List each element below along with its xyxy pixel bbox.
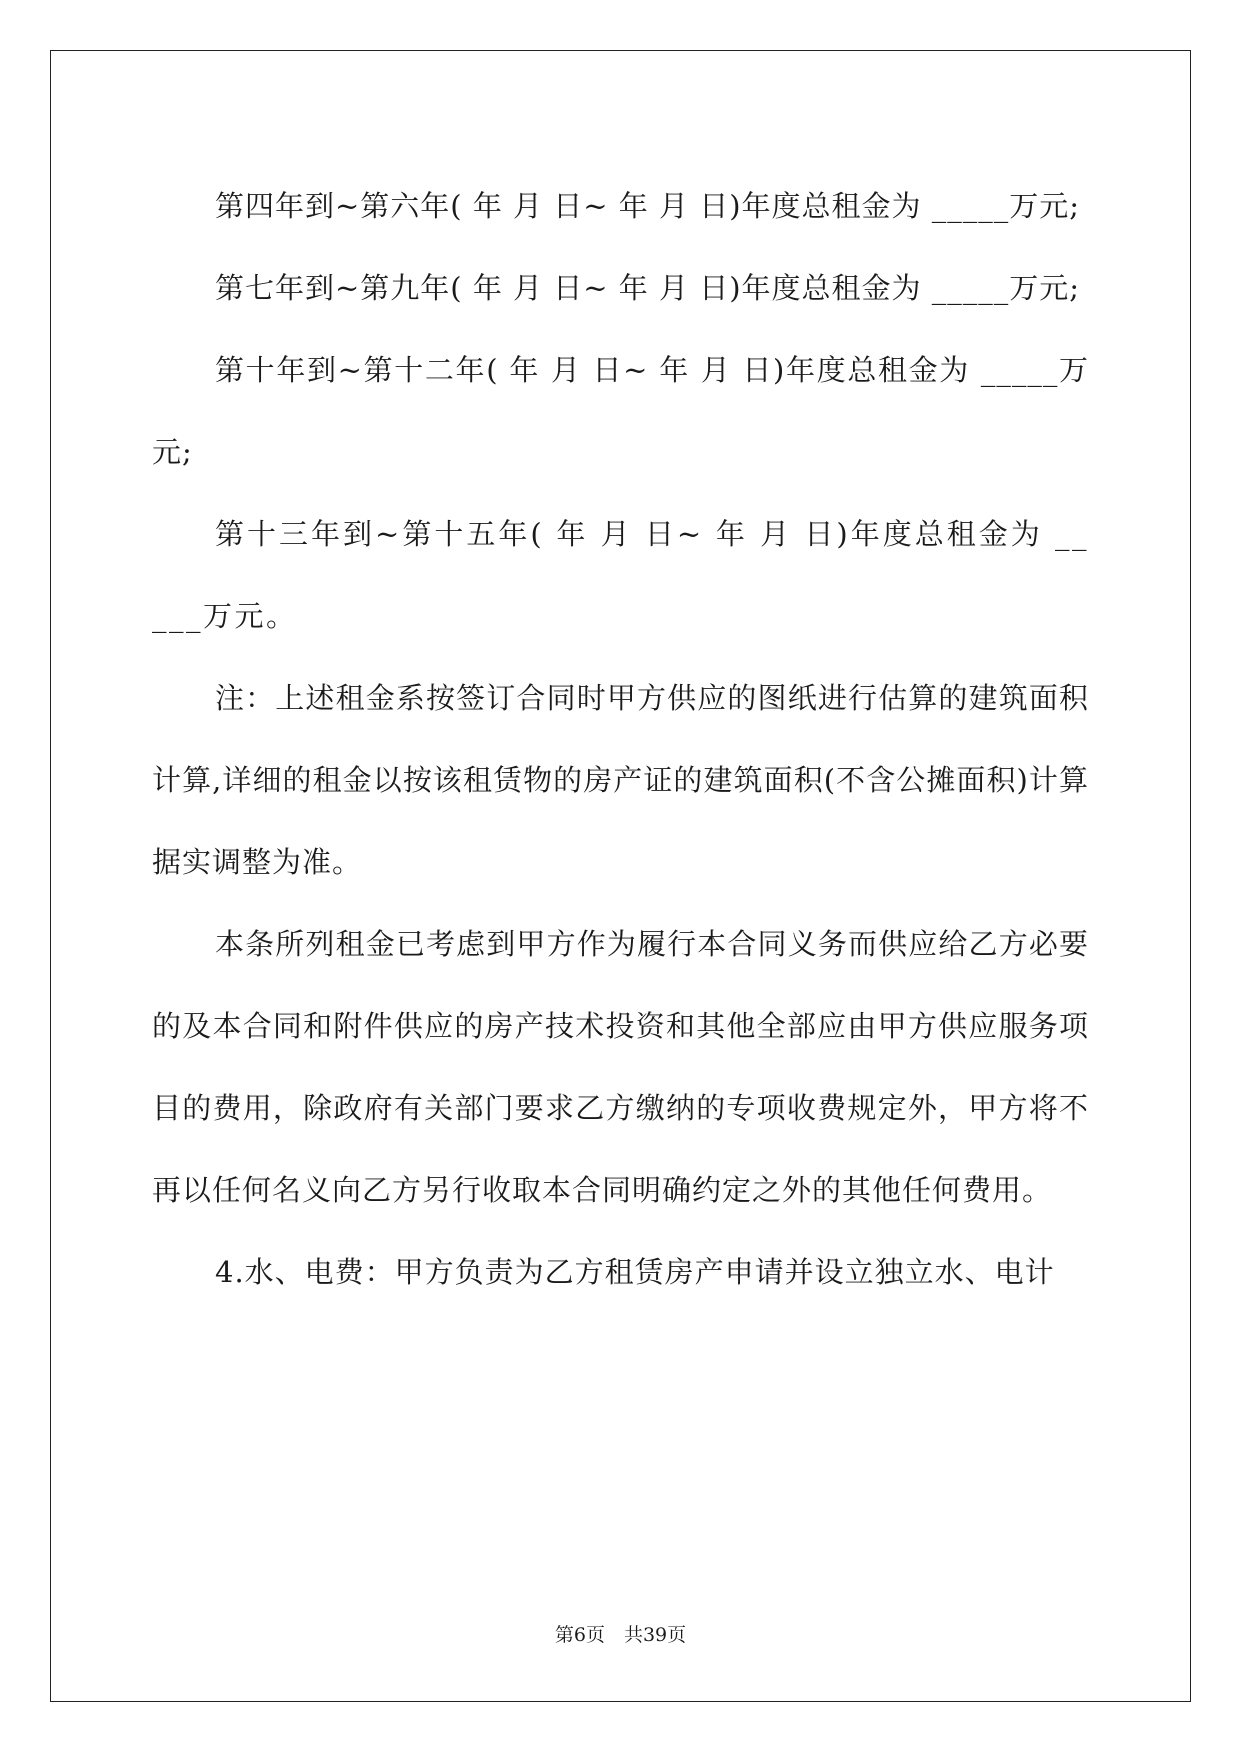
paragraph-utilities: 4.水、电费：甲方负责为乙方租赁房产申请并设立独立水、电计 — [215, 1255, 1055, 1289]
document-body — [152, 165, 1089, 1313]
paragraph-rent-year-10-12: 第十年到~第十二年( 年 月 日~ 年 月 日)年度总租金为 _____万元; — [152, 353, 1089, 469]
paragraph-rent-year-13-15: 第十三年到~第十五年( 年 月 日~ 年 月 日)年度总租金为 _____万元。 — [152, 517, 1089, 633]
paragraph-rent-year-4-6: 第四年到~第六年( 年 月 日~ 年 月 日)年度总租金为 _____万元; — [215, 189, 1081, 223]
page-number-footer: 第6页 共39页 — [554, 1624, 687, 1646]
paragraph-note: 注：上述租金系按签订合同时甲方供应的图纸进行估算的建筑面积计算,详细的租金以按该租赁物的房产证的建筑面积(不含公摊面积)计算据实调整为准。 — [152, 681, 1089, 879]
paragraph-rent-scope: 本条所列租金已考虑到甲方作为履行本合同义务而供应给乙方必要的及本合同和附件供应的房产技术投资和其他全部应由甲方供应服务项目的费用，除政府有关部门要求乙方缴纳的专项收费规定外，甲方将不再以任何名义向乙方另行收取本合同明确约定之外的其他任何费用。 — [152, 927, 1089, 1207]
paragraph-rent-year-7-9: 第七年到~第九年( 年 月 日~ 年 月 日)年度总租金为 _____万元; — [215, 271, 1081, 305]
